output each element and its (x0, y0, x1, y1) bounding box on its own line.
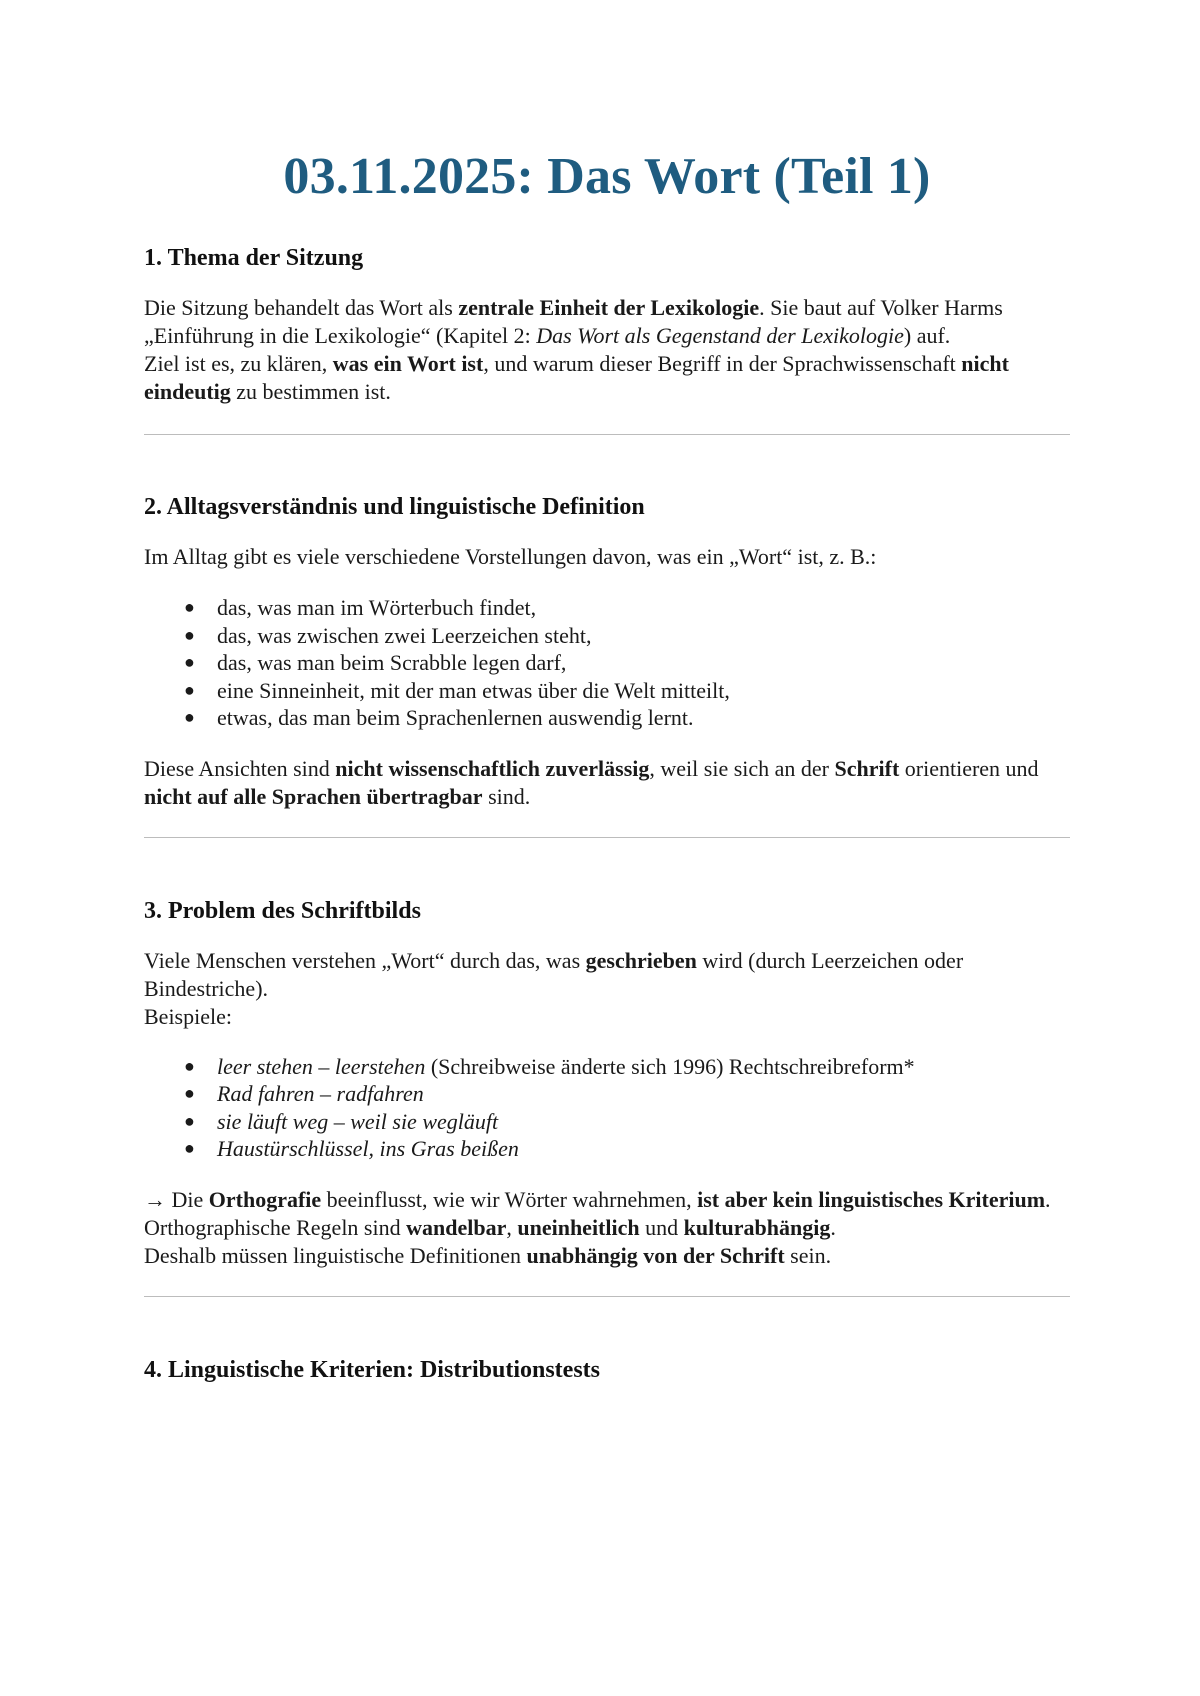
section-2-bullet-list (144, 594, 1070, 732)
list-item (144, 1135, 1070, 1163)
text-run: sind. (482, 783, 531, 809)
section-3-intro (144, 947, 1070, 1031)
text-run: . (830, 1214, 836, 1240)
text-run: ) auf. (903, 323, 951, 348)
examples-label: Beispiele: (144, 1003, 232, 1029)
section-1-paragraph (144, 294, 1070, 406)
italic-run: Haustürschlüssel, ins Gras beißen (217, 1136, 519, 1161)
bold-run: nicht eindeutig (144, 351, 1009, 404)
list-item (144, 1053, 1070, 1081)
list-item-text: das, was man im Wörterbuch findet, (217, 595, 537, 620)
bullet-icon: ● (184, 624, 195, 645)
bullet-icon: ● (184, 707, 195, 727)
text-run: Diese Ansichten sind (144, 755, 336, 781)
text-run: , (506, 1214, 518, 1240)
text-run: Die Sitzung behandelt das Wort als (144, 295, 459, 320)
list-item-text: etwas, das man beim Sprachenlernen auswendig lernt. (217, 705, 694, 730)
list-item (144, 649, 1070, 677)
bullet-icon: ● (184, 1083, 195, 1103)
section-divider (144, 1296, 1070, 1297)
bold-run: ist aber kein linguistisches Kriterium (697, 1186, 1046, 1212)
bold-run: geschrieben (585, 947, 697, 973)
text-run: (Schreibweise änderte sich 1996) Rechtschreibreform* (425, 1053, 915, 1079)
bullet-icon: ● (184, 1110, 195, 1131)
section-divider (144, 837, 1070, 838)
bullet-icon: ● (184, 652, 195, 672)
text-run: . Sie baut auf Volker Harms „Einführung in die Lexikologie“ (Kapitel 2: (144, 295, 1003, 348)
list-item (144, 704, 1070, 732)
text-run: sein. (784, 1242, 832, 1268)
text-run: beeinflusst, wie wir Wörter wahrnehmen, (321, 1186, 698, 1212)
bold-run: was ein Wort ist (332, 351, 484, 376)
italic-run: leer stehen – leerstehen (217, 1053, 426, 1079)
bold-run: wandelbar (406, 1214, 507, 1240)
bold-run: kulturabhängig (683, 1214, 831, 1240)
section-divider (144, 434, 1070, 435)
bullet-icon: ● (184, 597, 195, 617)
italic-run: Das Wort als Gegenstand der Lexikologie (536, 323, 904, 348)
italic-run: sie läuft weg – weil sie wegläuft (217, 1108, 499, 1134)
text-run: wird (durch Leerzeichen oder Bindestriche). (144, 947, 964, 1001)
text-run: , weil sie sich an der (649, 755, 835, 781)
text-run: , und warum dieser Begriff in der Sprachwissenschaft (483, 351, 962, 376)
arrow-icon: → (144, 1186, 166, 1212)
text-run: und (639, 1214, 684, 1240)
bullet-icon: ● (184, 679, 195, 700)
list-item (144, 1080, 1070, 1108)
text-run: Ziel ist es, zu klären, (144, 351, 333, 376)
section-2-intro: Im Alltag gibt es viele verschiedene Vorstellungen davon, was ein „Wort“ ist, z. B.: (144, 544, 877, 569)
list-item-text: eine Sinneinheit, mit der man etwas über die Welt mitteilt, (217, 677, 730, 703)
text-run: Die (166, 1186, 209, 1212)
list-item-text: das, was zwischen zwei Leerzeichen steht, (217, 622, 592, 648)
bullet-icon: ● (184, 1055, 195, 1076)
section-3-heading: 3. Problem des Schriftbilds (144, 897, 421, 924)
document-title: 03.11.2025: Das Wort (Teil 1) (283, 148, 931, 205)
text-run: zu bestimmen ist. (230, 379, 391, 404)
section-2-conclusion (144, 755, 1070, 811)
section-3-conclusion (144, 1186, 1070, 1270)
bold-run: unabhängig von der Schrift (526, 1242, 785, 1268)
list-item (144, 594, 1070, 622)
text-run: . (1045, 1186, 1051, 1212)
section-3-bullet-list (144, 1053, 1070, 1163)
text-run: orientieren und (899, 755, 1039, 781)
text-run: Deshalb müssen linguistische Definitionen (144, 1242, 527, 1268)
list-item (144, 1108, 1070, 1136)
section-4-heading: 4. Linguistische Kriterien: Distributionstests (144, 1356, 600, 1383)
bold-run: nicht auf alle Sprachen übertragbar (144, 783, 483, 809)
section-2-heading: 2. Alltagsverständnis und linguistische Definition (144, 494, 645, 520)
section-1-heading: 1. Thema der Sitzung (144, 245, 364, 271)
list-item (144, 622, 1070, 650)
text-run: Viele Menschen verstehen „Wort“ durch das, was (144, 947, 586, 973)
list-item (144, 677, 1070, 705)
italic-run: Rad fahren – radfahren (217, 1081, 424, 1106)
text-run: Orthographische Regeln sind (144, 1214, 407, 1240)
bullet-icon: ● (184, 1138, 195, 1158)
list-item-text: das, was man beim Scrabble legen darf, (217, 650, 567, 675)
bold-run: Schrift (834, 755, 900, 781)
bold-run: uneinheitlich (517, 1214, 640, 1240)
bold-run: nicht wissenschaftlich zuverlässig (335, 755, 650, 781)
bold-run: Orthografie (208, 1186, 322, 1212)
bold-run: zentrale Einheit der Lexikologie (458, 295, 760, 320)
